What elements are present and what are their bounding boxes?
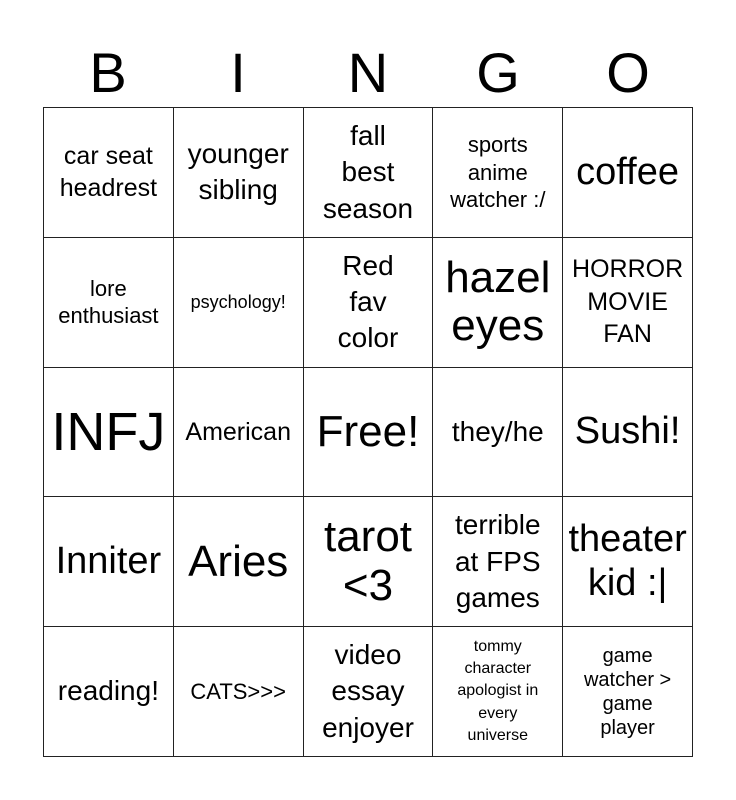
bingo-cell[interactable]: tommy character apologist in every universe [433, 627, 563, 757]
bingo-cell[interactable]: American [174, 368, 304, 498]
bingo-cell[interactable]: game watcher > game player [563, 627, 693, 757]
bingo-cell[interactable]: Sushi! [563, 368, 693, 498]
bingo-cell[interactable]: psychology! [174, 238, 304, 368]
bingo-cell[interactable]: they/he [433, 368, 563, 498]
header-letter-n: N [347, 41, 389, 104]
bingo-cell[interactable]: Inniter [44, 497, 174, 627]
bingo-grid [43, 107, 693, 757]
free-space-cell[interactable]: Free! [304, 368, 434, 498]
bingo-cell[interactable]: sports anime watcher :/ [433, 108, 563, 238]
bingo-cell[interactable]: hazel eyes [433, 238, 563, 368]
bingo-header [43, 40, 693, 106]
header-letter-o: O [606, 41, 650, 104]
bingo-cell[interactable]: tarot <3 [304, 497, 434, 627]
bingo-cell[interactable]: theater kid :| [563, 497, 693, 627]
bingo-cell[interactable]: video essay enjoyer [304, 627, 434, 757]
bingo-cell[interactable]: car seat headrest [44, 108, 174, 238]
bingo-cell[interactable]: coffee [563, 108, 693, 238]
bingo-cell[interactable]: reading! [44, 627, 174, 757]
bingo-cell[interactable]: terrible at FPS games [433, 497, 563, 627]
header-letter-g: G [476, 41, 520, 104]
bingo-cell[interactable]: fall best season [304, 108, 434, 238]
bingo-cell[interactable]: Aries [174, 497, 304, 627]
header-letter-i: I [230, 41, 246, 104]
bingo-cell[interactable]: CATS>>> [174, 627, 304, 757]
bingo-cell[interactable]: Red fav color [304, 238, 434, 368]
bingo-cell[interactable]: younger sibling [174, 108, 304, 238]
header-letter-b: B [89, 41, 127, 104]
bingo-cell[interactable]: lore enthusiast [44, 238, 174, 368]
bingo-cell[interactable]: INFJ [44, 368, 174, 498]
bingo-cell[interactable]: HORROR MOVIE FAN [563, 238, 693, 368]
